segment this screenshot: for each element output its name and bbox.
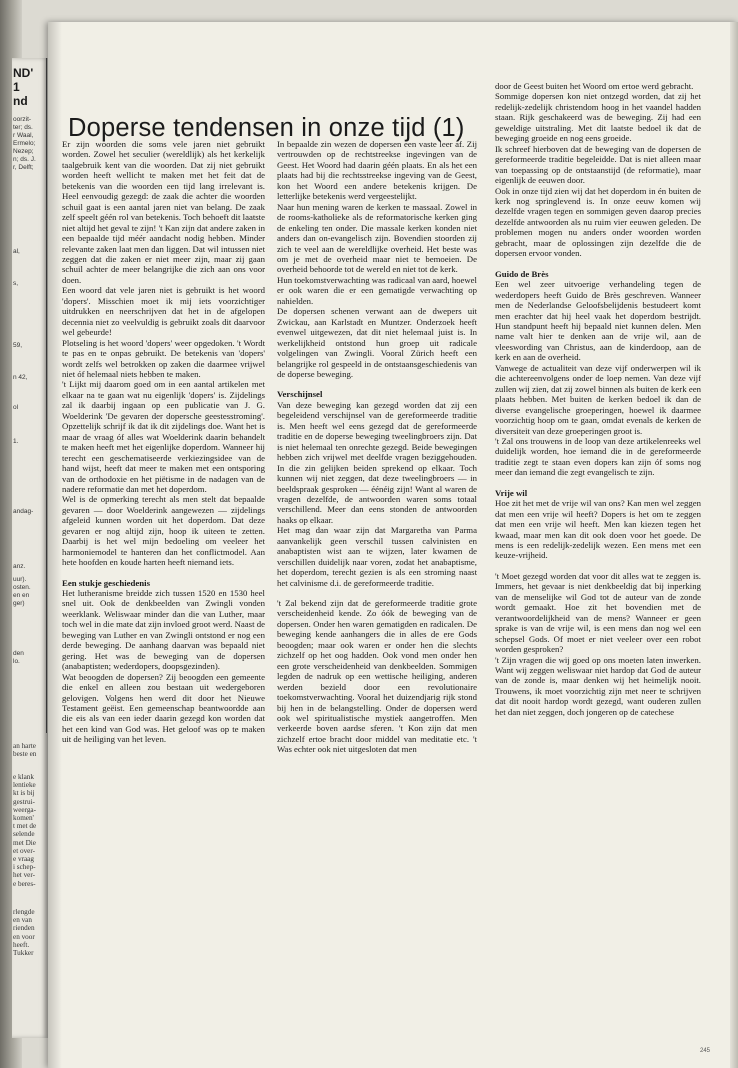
paragraph: Een wel zeer uitvoerige verhandeling tegen de wederdopers heeft Guido de Brès geschreven. Wanneer men de Nederlandse Geloofsbelijdenis bestudeert komt men erachter dat hij heel vaak het doperdom bestrijdt. Hun standpunt heeft hij bepaald niet kunnen delen. Men name valt hier te denken aan de vrije wil, aan de vleeswording van Christus, aan de kinderdoop, aan de kerk en aan de overheid.	[495, 279, 701, 363]
paragraph: Ook in onze tijd zien wij dat het doperdom in én buiten de kerk nog springlevend is. In onze eeuw komen wij dezelfde vragen tegen en sommigen geven daarop precies dezelfde antwoorden als nu ruim vier eeuwen geleden. De problemen mogen nu anders onder woorden worden gebracht, maar de oplossingen zijn dezelfde die de dopersen ervoor vonden.	[495, 185, 701, 259]
paragraph: Ik schreef hierboven dat de beweging van de dopersen de gereformeerde traditie begeleidde. Dat is niet alleen maar van toepassing op de ontstaanstijd (de reformatie), maar eigenlijk de eeuwen door.	[495, 143, 701, 186]
paragraph: De dopersen schenen verwant aan de dwepers uit Zwickau, aan Karlstadt en Muntzer. Onderzoek heeft evenwel uitgewezen, dat dit niet helemaal juist is. In werkelijkheid ontstond hun groep uit radicale volgelingen van Zwingli. Vooral Zürich heeft een belangrijke rol gespeeld in de ontstaansgeschiedenis van de doperse beweging.	[277, 306, 477, 379]
paragraph: Naar hun mening waren de kerken te massaal. Zowel in de rooms-katholieke als de reformatorische kerken ging de enkeling ten onder. Die massale kerken konden niet anders dan on-evangelisch zijn. Bovendien stoorden zij zich te veel aan de wereldlijke overheid. Het beste was om je met de overheid maar niet te bemoeien. De overheid behoorde tot de wereld en niet tot de kerk.	[277, 201, 477, 275]
magazine-page	[48, 22, 738, 1068]
previous-page-fragment: n 42,	[13, 374, 28, 381]
previous-page-fragment: den lo.	[13, 650, 24, 665]
previous-page-fragment: s,	[13, 280, 19, 287]
previous-page-fragment: an harte beste en	[13, 742, 37, 759]
previous-page-fragment: e klank lentieke kt is bij gestrui- weerga- komen' t met de selende met Die et over- e vraag i schep- het ver- e beres-	[13, 773, 37, 888]
section-heading: Verschijnsel	[277, 389, 323, 400]
article-column-2	[277, 139, 477, 1064]
paragraph: 't Zal bekend zijn dat de gereformeerde traditie grote verscheidenheid kende. Zo óók de beweging van de dopersen. Onder hen waren gematigden en radicalen. De beweging kende aanhangers die in alles de ere Gods beoogden; maar ook waren er onder hen die slechts zichzelf op het oog hadden. Ook vond men onder hen een grote verscheidenheid van denkbeelden. Sommigen legden de nadruk op een wettische heiliging, anderen werden bezield door een revolutionaire toekomstverwachting. Vooral het duizendjarig rijk stond bij hen in de belangstelling. Onder de dopersen werd ook wel spiritualistische mystiek aangetroffen. Men verkeerde boven aardse sferen. 't Kon zijn dat men zichzelf ertoe bracht door middel van meditatie etc. 't Was echter ook niet uitgesloten dat men	[277, 598, 477, 755]
page-number: 245	[699, 1048, 710, 1054]
page-edge	[730, 22, 738, 1068]
previous-page-fragment: oorzit- ter; ds. r Waal, Ermelo; Nezep; n; ds. J. r, Delft;	[13, 116, 36, 171]
paragraph: 't Zijn vragen die wij goed op ons moeten laten inwerken. Want wij zeggen weliswaar niet hardop dat God de auteur van de zonde is, maar denken wij het heimelijk nooit. Trouwens, ik moet voorzichtig zijn met neer te schrijven dat dit nooit hardop wordt gezegd, want ouderen zullen het dan niet zeggen, doch jongeren op de catechese	[495, 654, 701, 717]
previous-page-box	[12, 58, 47, 733]
previous-page-fragment: ol	[13, 404, 19, 411]
spacer	[495, 478, 701, 488]
paragraph: Hun toekomstverwachting was radicaal van aard, hoewel er ook waren die er een gematigde verwachting op nahielden.	[277, 274, 477, 306]
previous-page-fragment: uur). osten. en en ger)	[13, 576, 31, 607]
paragraph: 't Moet gezegd worden dat voor dit alles wat te zeggen is. Immers, het gevaar is niet denkbeeldig dat bij inperking van de menselijke wil God tot de auteur van de zonde wordt gemaakt. Hoe zit het bovendien met de verantwoordelijkheid van de mens? Wanneer er geen sprake is van de vrije wil, is een mens dan nog wel een schepsel Gods. Of moet er niet veeleer over een robot worden gesproken?	[495, 570, 701, 655]
paragraph: Wat beoogden de dopersen? Zij beoogden een gemeente die enkel en alleen zou bestaan uit wedergeboren gelovigen. Volgens hen werd dit door het Nieuwe Testament geëist. Een gemeenschap beantwoordde aan die eis als van een ieder daarin gezegd kon worden dat het een kind van God was. Het geloof was op te maken uit de heiliging van het leven.	[62, 671, 265, 745]
paragraph: Hoe zit het met de vrije wil van ons? Kan men wel zeggen dat men een vrije wil heeft? Dopers is het om te zeggen dat men een vrije wil heeft. Men kan kiezen tegen het kwaad, maar men kan dit ook doen voor het goede. De mens is een redelijk-zedelijk wezen. Een mens met een keuze-vrijheid.	[495, 498, 701, 561]
previous-page-fragment: anz.	[13, 563, 26, 570]
previous-page-fragment: 59,	[13, 342, 23, 349]
paragraph: 't Lijkt mij daarom goed om in een aantal artikelen met elkaar na te gaan wat nu eigenlijk 'dopers' is. Zijdelings zal ik daarbij ingaan op een publicatie van J. G. Woelderink 'De gevaren der dopersche geestesstroming'. Opzettelijk schrijf ik dat ik dit zijdelings doe. Want het is maar de vraag óf alles wat Woelderink daarin behandelt te maken heeft met het eigenlijke doperdom. Wanneer hij terecht een geschematiseerde verkiezingsidee van de hand wijst, heeft dat meer te maken met een ontsporing van de orthodoxie en het piëtisme in de nadagen van de nadere reformatie dan met het doperdom.	[62, 379, 265, 494]
previous-page-fragment: rlengde en van rienden en voor heeft. Tukker	[13, 908, 35, 958]
paragraph: 't Zal ons trouwens in de loop van deze artikelenreeks wel duidelijk worden, hoe iemand die in de gereformeerde traditie zegt te staan even dopers kan zijn óf soms nog meer dan iemand die zegt evangelisch te zijn.	[495, 435, 701, 478]
article-column-3	[495, 81, 701, 1064]
spacer	[277, 588, 477, 598]
paragraph: Er zijn woorden die soms vele jaren niet gebruikt worden. Zowel het seculier (wereldlijk) als het kerkelijk taalgebruik kent van die woorden. Dat zij niet gebruikt worden heeft wellicht te maken met het feit dat de betekenis van die woorden een tijd lang irrelevant is. Heel eenvoudig gezegd: de zaak die achter die woorden schuil gaat is een aantal jaren niet van belang. De zaak zelf speelt géén rol van betekenis. Toch behoeft dit laatste niet altijd het geval te zijn! 't Kan zijn dat andere zaken in een bepaalde tijd méér aandacht nodig hebben. Minder relevante zaken laat men dan liggen. Dat wil intussen niet zeggen dat die zaken er niet meer zijn, maar zij gaan schuil achter de meer belangrijke die zich aan ons voor doen.	[62, 139, 265, 285]
previous-page-fragment: al,	[13, 248, 20, 255]
section-heading: Guido de Brès	[495, 268, 549, 279]
section-heading: Een stukje geschiedenis	[62, 577, 150, 588]
paragraph: Sommige dopersen kon niet ontzegd worden, dat zij het redelijk-zedelijk christendom hoog in het vaandel hadden staan. Rijk geschakeerd was de beweging. Zij had een geweldige uitstraling. Met dit laatste bedoel ik dat de beweging groeide en nog eens groeide.	[495, 91, 701, 144]
paragraph: Het lutheranisme breidde zich tussen 1520 en 1530 heel snel uit. Ook de denkbeelden van Zwingli vonden weerklank. Weliswaar minder dan die van Luther, maar toch wel in die mate dat zijn invloed groot werd. Naast de beweging van Luther en van Zwingli ontstond er nog een derde beweging. De aanhang daarvan was bepaald niet gering. Het was de beweging van de dopersen (anabaptisten; wederdopers, doopsgezinden).	[62, 588, 265, 672]
paragraph: door de Geest buiten het Woord om ertoe werd gebracht.	[495, 81, 694, 91]
previous-page-fragment: 1.	[13, 438, 19, 445]
paragraph: Wel is de opmerking terecht als men stelt dat bepaalde gevaren — door Woelderink aangewezen — zijdelings afgeleid kunnen worden uit het doperdom. Dat deze gevaren er nog altijd zijn, hoop ik uiteen te zetten. Daarbij is het wel mijn bedoeling om veeleer het harmoniemodel te hanteren dan het conflictmodel. Aan hete hoofden en koude harten heeft niemand iets.	[62, 494, 265, 568]
paragraph: Een woord dat vele jaren niet is gebruikt is het woord 'dopers'. Misschien moet ik mij iets voorzichtiger uitdrukken en neerschrijven dat het in de afgelopen decennia niet zo veelvuldig is gebruikt zoals dit daarvoor wel gebeurde!	[62, 285, 265, 338]
spacer	[495, 259, 701, 269]
previous-page-fragment: andag-	[13, 508, 34, 515]
spacer	[277, 379, 477, 389]
section-heading: Vrije wil	[495, 487, 528, 498]
article-title: Doperse tendensen in onze tijd (1)	[68, 114, 465, 142]
previous-page-heading: ND' 1 nd	[13, 66, 34, 108]
paragraph: In bepaalde zin wezen de dopersen een vaste leer af. Zij vertrouwden op de rechtstreekse ingevingen van de Geest. Het Woord had daarin géén plaats. En als het een plaats had bij die rechtsstreekse ingeving van de Geest, kon het Woord een andere betekenis krijgen. De letterlijke betekenis werd vergeestelijkt.	[277, 139, 477, 202]
article-column-1	[62, 139, 265, 1064]
paragraph: Plotseling is het woord 'dopers' weer opgedoken. 't Wordt te pas en te onpas gebruikt. De betekenis van 'dopers' wordt zelfs wel betrokken op zaken die daarmee vrijwel niet óf helemaal niets hebben te maken.	[62, 337, 265, 379]
paragraph: Vanwege de actualiteit van deze vijf onderwerpen wil ik die achtereenvolgens onder de loep nemen. Van deze vijf zullen wij zien, dat zij zowel binnen als buiten de kerk een plaats hebben. Met buiten de kerken bedoel ik dan de diverse evangelische groeperingen, hoewel ik daarmee voorzichtig hoop om te gaan, omdat evenals de kerken de diversiteit van deze groeperingen groot is.	[495, 362, 701, 436]
paragraph: Het mag dan waar zijn dat Margaretha van Parma aanvankelijk geen verschil tussen calvinisten en anabaptisten wist aan te wijzen, later kwamen de verschillen duidelijk naar voren, zodat het anabaptisme, het doperdom, terecht gezien is als een stroming naast het calvinisme d.i. de gereformeerde traditie.	[277, 525, 477, 588]
spacer	[62, 568, 265, 578]
paragraph: Van deze beweging kan gezegd worden dat zij een begeleidend verschijnsel van de gereformeerde traditie is. Men heeft wel eens gezegd dat de gereformeerde traditie en de doperse beweging tweelingbroers zijn. Dat is niet helemaal ten onrechte gezegd. Beide bewegingen hebben zich vrijwel met deelfde vragen beziggehouden. In die zin gelijken beiden sprekend op elkaar. Toch kunnen wij niet zeggen, dat deze tweelingbroers — in beeldspraak gesproken — éénéig zijn! Want al waren de vragen dezelfde, de antwoorden waren soms totaal verschillend. Meer dan eens stonden de antwoorden haaks op elkaar.	[277, 399, 477, 525]
previous-page	[12, 58, 48, 1038]
spacer	[495, 561, 701, 571]
